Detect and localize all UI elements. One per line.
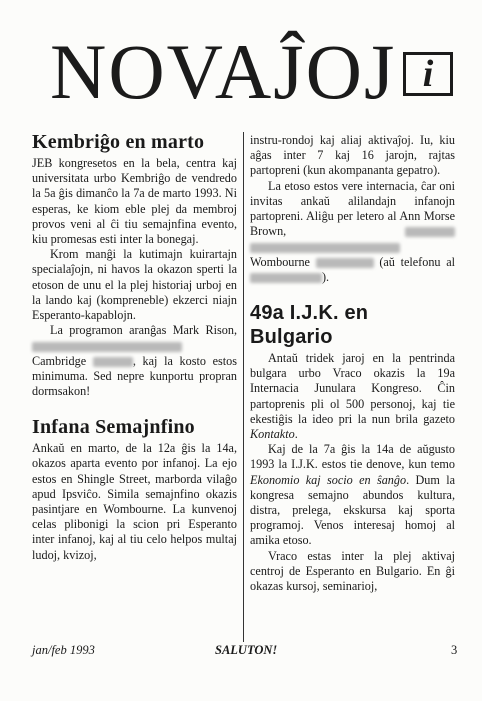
redacted-postcode — [316, 258, 374, 268]
masthead-title: NOVAĴOJ — [50, 28, 397, 115]
paragraph-text: Wombourne — [250, 254, 310, 269]
article-paragraph: Vraco estas inter la plej aktivaj centroj de Esperanto en Bulgario. En ĝi okazas kursoj, seminarioj, — [250, 548, 455, 594]
redacted-phone — [250, 273, 322, 283]
right-column — [250, 133, 455, 594]
article-title-bulgario: 49a I.J.K. en Bulgario — [250, 302, 369, 349]
article-paragraph: Krom manĝi la kutimajn kuirartajn specialaĵojn, ni havos la okazon sperti la etoson de unu el la plej historiaj urboj en la lando kaj (kompreneble) ekzerci niajn Esperanto-kapablojn. — [32, 247, 237, 323]
footer-page-number: 3 — [451, 643, 458, 657]
paragraph-text: . — [294, 427, 298, 442]
article-paragraph — [32, 323, 237, 399]
masthead — [28, 28, 458, 115]
info-icon — [403, 52, 453, 96]
paragraph-text: Antaŭ tridek jaroj en la pentrinda bulgara urbo Vraco okazis la 19a Internacia Junulara Kongreso. Ĉin partoprenis pli ol 500 personoj, kaj tie ekestiĝis la ideo pri la nun brila gazeto — [250, 351, 455, 426]
page-footer — [32, 642, 462, 662]
paragraph-text: Kaj de la 7a ĝis la 14a de aŭgusto 1993 la I.J.K. estos tie denove, kun temo — [250, 442, 455, 472]
paragraph-text: (aŭ telefonu al — [379, 254, 455, 269]
paragraph-text: ). — [322, 269, 330, 284]
article-paragraph — [250, 442, 455, 548]
footer-publication: SALUTON! — [215, 643, 278, 657]
paragraph-text: La programon aranĝas Mark Rison, — [50, 323, 237, 338]
article-paragraph — [250, 351, 455, 442]
footer-date: jan/feb 1993 — [32, 643, 95, 657]
redacted-address — [250, 243, 400, 253]
article-paragraph: Ankaŭ en marto, de la 12a ĝis la 14a, okazos aparta evento por infanoj. La ejo estos en Shingle Street, marborda vilaĝo apud Ipsviĉo. Simila semajnfino okazis pasintjare en Wombourne. La kunvenoj celas plibonigi la scion pri Esperanto inter infanoj, kaj al tiu celo helpos multaj ludoj, kvizoj, — [32, 441, 237, 562]
paragraph-text: . Dum la kongresa semajno abundos kultura, distra, prelega, ekskursa kaj sporta programoj. Venos interesaj homoj al amika etoso. — [250, 472, 456, 548]
info-icon-letter: i — [422, 53, 434, 95]
paragraph-text: , kaj la kosto estos minimuma. Sed nepre kunportu propran dormsakon! — [32, 353, 237, 399]
article-title-infana: Infana Semajnfino — [32, 416, 195, 439]
congress-theme: Ekonomio kaj socio en ŝanĝo — [250, 472, 407, 487]
paragraph-text: La etoso estos vere internacia, ĉar oni invitas ankaŭ alilandajn infanojn partopreni. Aliĝu per letero al Ann Morse Brown, — [250, 178, 455, 239]
redacted-address — [405, 227, 455, 237]
column-divider — [243, 132, 244, 642]
article-title-kembrigo: Kembriĝo en marto — [32, 131, 205, 153]
article-paragraph — [250, 179, 455, 285]
magazine-name: Kontakto — [250, 427, 295, 442]
article-paragraph: JEB kongresetos en la bela, centra kaj universitata urbo Kembriĝo de vendredo la 5a ĝis dimanĉo la 7a de marto 1993. Ni esperas, ke kiom eble plej da membroj provos veni al ĉi tiu semajnfina evento, kiu promesas esti inter la bonegaj. — [32, 156, 237, 247]
article-paragraph: instru-rondoj kaj aliaj aktivaĵoj. Iu, kiu aĝas inter 7 kaj 16 jarojn, rajtas partopreni (kun akompananta gepatro). — [250, 133, 455, 178]
paragraph-text: Cambridge — [32, 353, 87, 368]
redacted-postcode — [93, 357, 133, 367]
left-column — [32, 130, 237, 563]
redacted-address — [32, 342, 182, 352]
